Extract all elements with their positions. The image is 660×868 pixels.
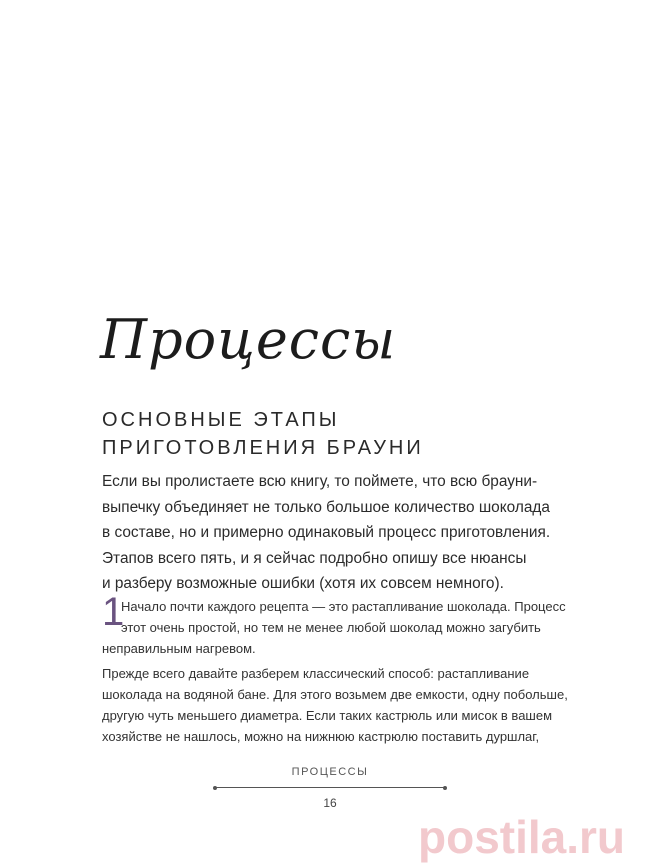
intro-line: Если вы пролистаете всю книгу, то поймете, что всю брауни- — [102, 473, 538, 490]
chapter-subtitle — [102, 406, 582, 462]
page-number: 16 — [323, 796, 337, 810]
chapter-title: Процессы — [100, 308, 397, 371]
intro-line: Этапов всего пять, и я сейчас подробно опишу все нюансы — [102, 549, 527, 567]
step-line: этот очень простой, но тем не менее любой шоколад можно загубить — [121, 620, 541, 635]
footer-divider — [215, 787, 445, 788]
intro-line: выпечку объединяет не только большое количество шоколада — [102, 498, 550, 516]
subtitle-line: ОСНОВНЫЕ ЭТАПЫ — [102, 409, 340, 431]
intro-paragraph — [102, 469, 572, 597]
running-footer-section: ПРОЦЕССЫ — [291, 766, 369, 778]
step-text — [102, 596, 572, 659]
body-line: другую чуть меньшего диаметра. Если таких кастрюль или мисок в вашем — [102, 708, 553, 723]
intro-line: в составе, но и примерно одинаковый процесс приготовления. — [102, 524, 551, 541]
step-line: Начало почти каждого рецепта — это растапливание шоколада. Процесс — [121, 599, 566, 614]
body-line: хозяйстве не нашлось, можно на нижнюю кастрюлю поставить дуршлаг, — [102, 729, 540, 744]
intro-line: и разберу возможные ошибки (хотя их совсем немного). — [102, 575, 504, 592]
body-line: Прежде всего давайте разберем классический способ: растапливание — [102, 666, 530, 681]
watermark: postila.ru — [418, 811, 626, 863]
step-line: неправильным нагревом. — [102, 641, 256, 656]
step-block — [102, 590, 572, 659]
step-number: 1 — [102, 590, 125, 634]
body-line: шоколада на водяной бане. Для этого возьмем две емкости, одну побольше, — [102, 687, 568, 702]
subtitle-line: ПРИГОТОВЛЕНИЯ БРАУНИ — [102, 437, 424, 459]
body-paragraph — [102, 663, 572, 747]
